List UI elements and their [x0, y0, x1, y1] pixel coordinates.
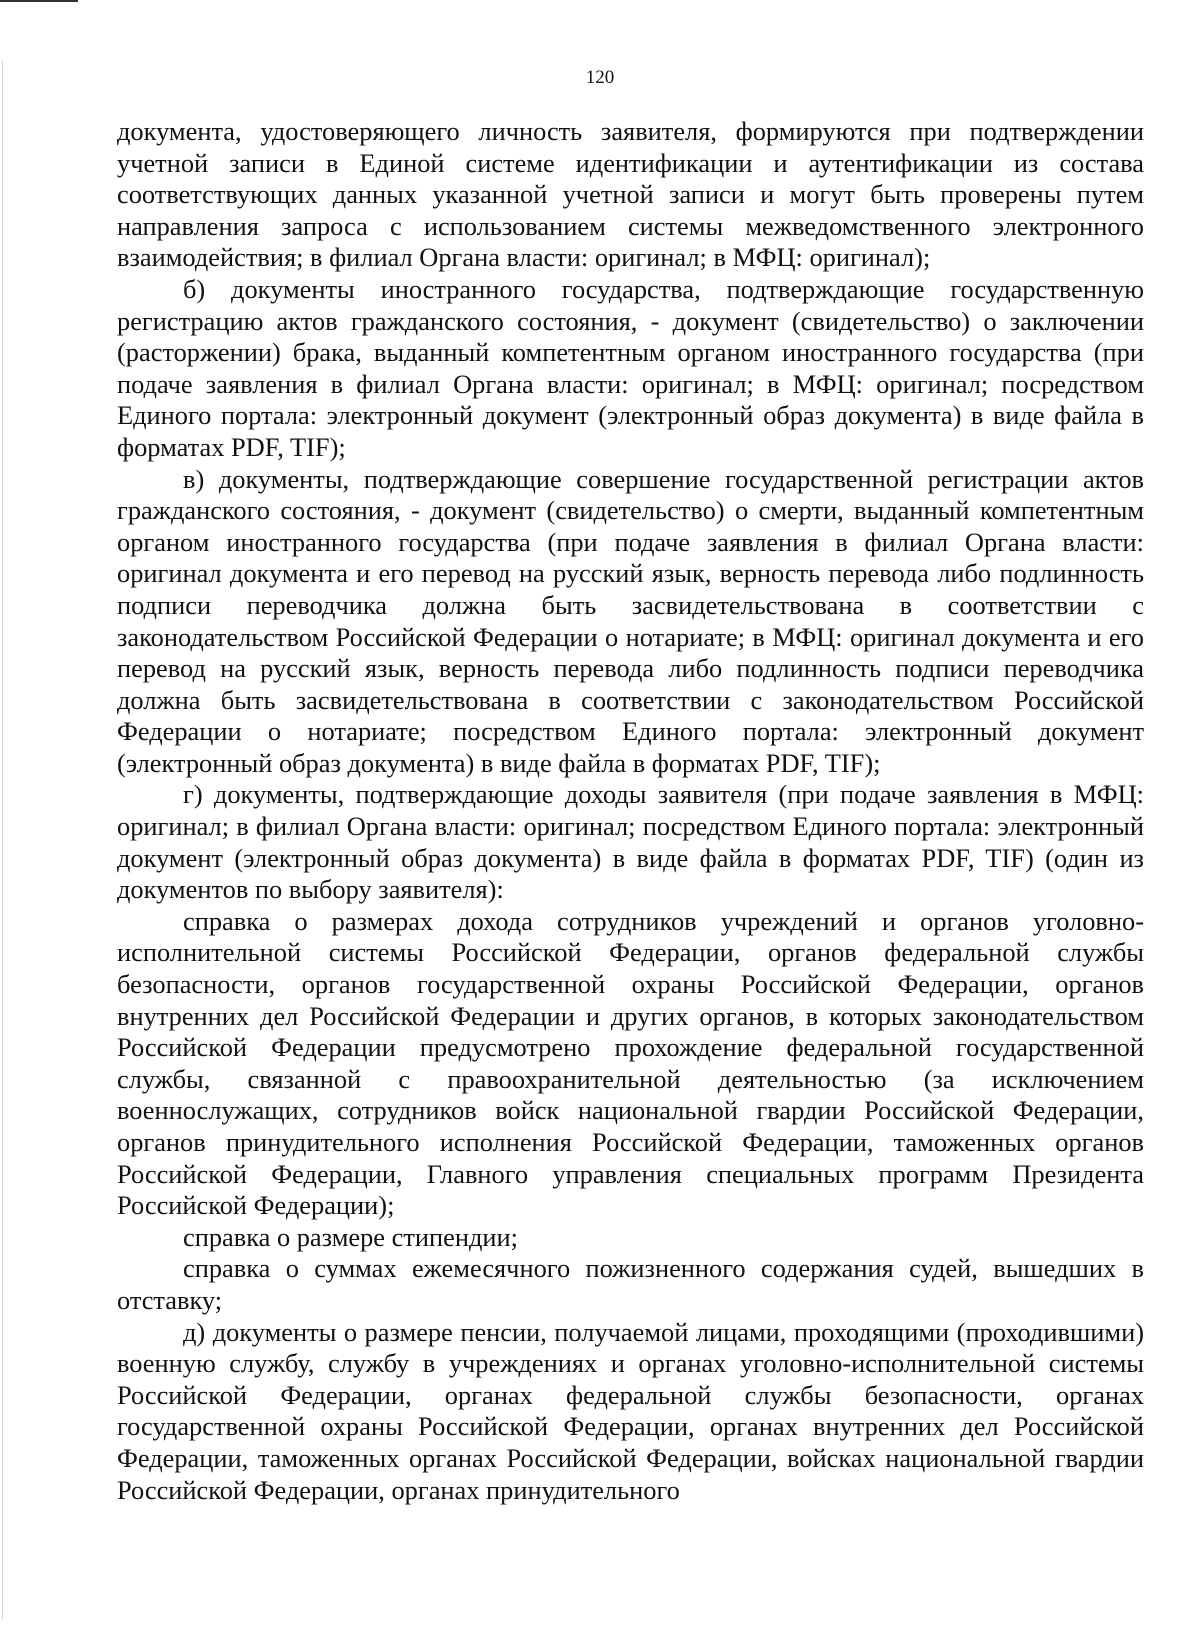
paragraph-income-certificate: справка о размерах дохода сотрудников учреждений и органов уголовно-исполнительной системы Российской Федерации, органов федеральной службы безопасности, органов государственной охраны Российской Федерации, органов внутренних дел Российской Федерации и других органов, в которых законодательством Российской Федерации предусмотрено прохождение федеральной государственной службы, связанной с правоохранительной деятельностью (за исключением военнослужащих, сотрудников войск национальной гвардии Российской Федерации, органов принудительного исполнения Российской Федерации, таможенных органов Российской Федерации, Главного управления специальных программ Президента Российской Федерации);: [117, 905, 1144, 1221]
document-body: [117, 116, 1144, 1506]
paragraph-continuation: документа, удостоверяющего личность заявителя, формируются при подтверждении учетной записи в Единой системе идентификации и аутентификации из состава соответствующих данных указанной учетной записи и могут быть проверены путем направления запроса с использованием системы межведомственного электронного взаимодействия; в филиал Органа власти: оригинал; в МФЦ: оригинал);: [117, 116, 1144, 273]
paragraph-judges-certificate: справка о суммах ежемесячного пожизненного содержания судей, вышедших в отставку;: [117, 1253, 1144, 1315]
paragraph-item-b: б) документы иностранного государства, подтверждающие государственную регистрацию актов гражданского состояния, - документ (свидетельство) о заключении (расторжении) брака, выданный компетентным органом иностранного государства (при подаче заявления в филиал Органа власти: оригинал; в МФЦ: оригинал; посредством Единого портала: электронный документ (электронный образ документа) в виде файла в форматах PDF, TIF);: [117, 273, 1144, 462]
paragraph-item-g: г) документы, подтверждающие доходы заявителя (при подаче заявления в МФЦ: оригинал; в филиал Органа власти: оригинал; посредством Единого портала: электронный документ (электронный образ документа) в виде файла в форматах PDF, TIF) (один из документов по выбору заявителя):: [117, 779, 1144, 905]
paragraph-stipend-certificate: справка о размере стипендии;: [183, 1221, 518, 1252]
page-number: 120: [585, 67, 615, 88]
scan-edge-mark: [0, 0, 78, 2]
scan-edge-line: [2, 60, 3, 1620]
paragraph-item-d: д) документы о размере пенсии, получаемой лицами, проходящими (проходившими) военную службу, службу в учреждениях и органах уголовно-исполнительной системы Российской Федерации, органах федеральной службы безопасности, органах государственной охраны Российской Федерации, органах внутренних дел Российской Федерации, таможенных органах Российской Федерации, войсках национальной гвардии Российской Федерации, органах принудительного: [117, 1316, 1144, 1505]
paragraph-item-v: в) документы, подтверждающие совершение государственной регистрации актов гражданского состояния, - документ (свидетельство) о смерти, выданный компетентным органом иностранного государства (при подаче заявления в филиал Органа власти: оригинал документа и его перевод на русский язык, верность перевода либо подлинность подписи переводчика должна быть засвидетельствована в соответствии с законодательством Российской Федерации о нотариате; в МФЦ: оригинал документа и его перевод на русский язык, верность перевода либо подлинность подписи переводчика должна быть засвидетельствована в соответствии с законодательством Российской Федерации о нотариате; посредством Единого портала: электронный документ (электронный образ документа) в виде файла в форматах PDF, TIF);: [117, 463, 1144, 778]
